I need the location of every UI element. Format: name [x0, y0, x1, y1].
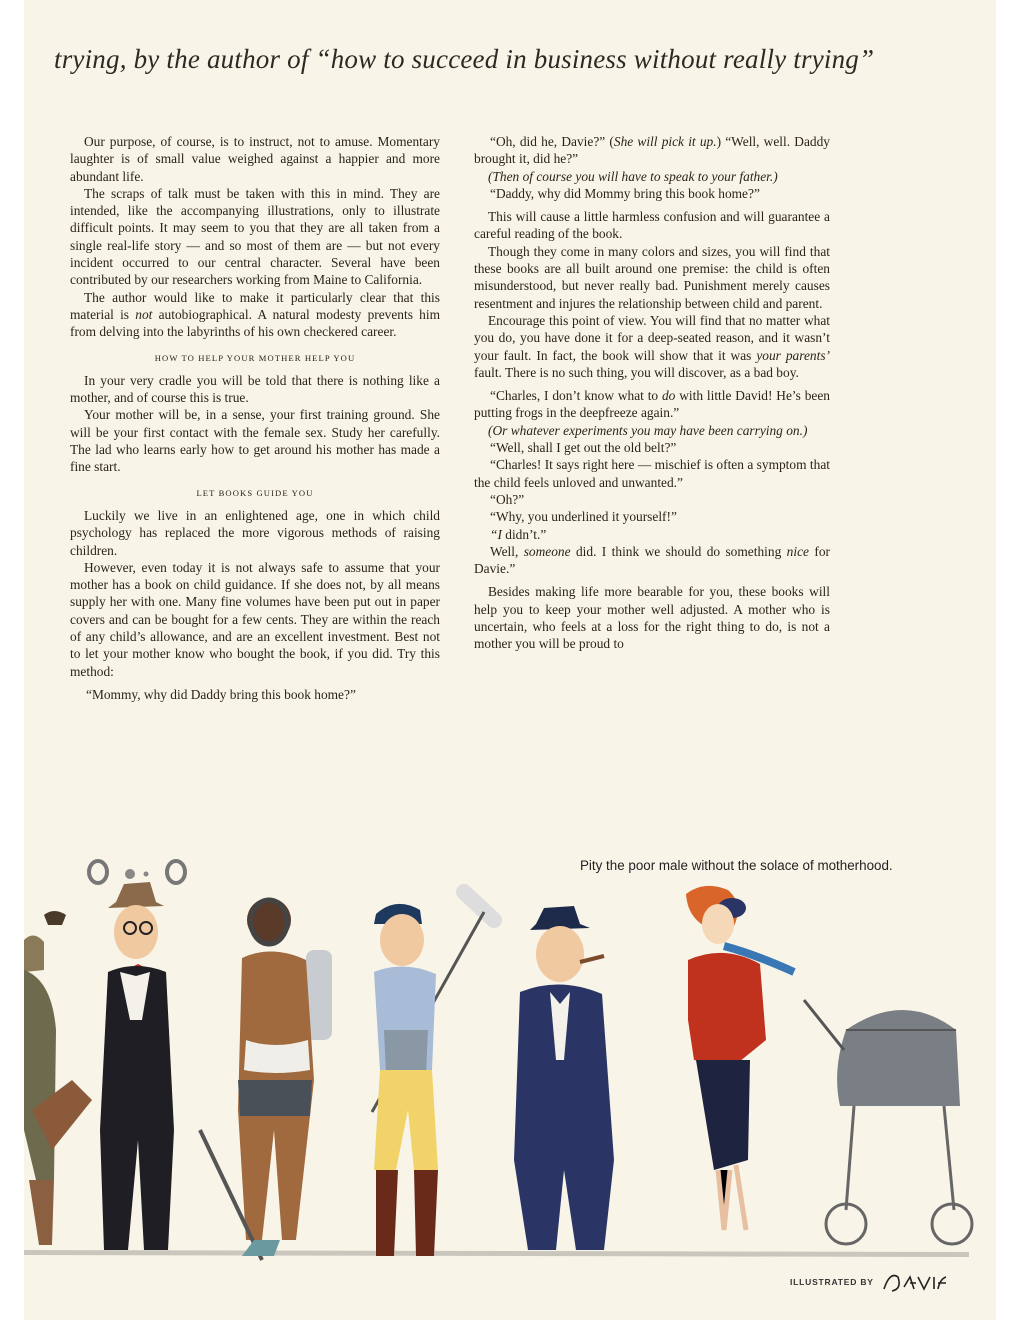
- dialogue-line: “Mommy, why did Daddy bring this book home?”: [86, 686, 356, 702]
- dialogue-line: “Why, you underlined it yourself!”: [490, 509, 677, 525]
- paragraph: Encourage this point of view. You will find that no matter what you do, you have done it for a deep-seated reason, and it wasn’t your fault. In fact, the book will show that it was your parents’ fault. There is no such thing, you will discover, as a bad boy.: [474, 312, 830, 380]
- dialogue-line: “Well, shall I get out the old belt?”: [490, 440, 677, 456]
- headline: trying, by the author of “how to succeed in business without really trying”: [54, 44, 875, 74]
- parade-illustration: [24, 880, 974, 1265]
- paragraph: The scraps of talk must be taken with this in mind. They are intended, like the accompanying illustrations, only to illustrate difficult points. It may seem to you that they are all taken from a single real-life story — and so most of them are — but not every incident occurred to our central character. Several have been contributed by our researchers working from Maine to California.: [70, 185, 440, 288]
- illustration-caption: Pity the poor male without the solace of motherhood.: [580, 858, 893, 873]
- bowtie-man-figure: [100, 882, 174, 1250]
- mother-figure: [686, 886, 794, 1230]
- credit-label: ILLUSTRATED BY: [790, 1277, 874, 1287]
- dialogue-line: “I didn’t.”: [490, 526, 547, 542]
- section-heading: LET BOOKS GUIDE YOU: [196, 487, 314, 498]
- baby-carriage-icon: [804, 1000, 972, 1244]
- dialogue-line: “Oh, did he, Davie?” (She will pick it up.) “Well, well. Daddy brought it, did he?”: [474, 134, 830, 167]
- section-heading: HOW TO HELP YOUR MOTHER HELP YOU: [154, 352, 356, 363]
- dialogue-line: “Daddy, why did Mommy bring this book home?”: [490, 185, 760, 201]
- paragraph: Your mother will be, in a sense, your first training ground. She will be your first contact with the female sex. Study her carefully. The lad who learns early how to get around his mother has made a fine start.: [70, 407, 440, 475]
- paragraph: The author would like to make it particularly clear that this material is not autobiographical. A natural modesty prevents him from delving into the labyrinths of his own checkered career.: [70, 289, 440, 340]
- paragraph: Besides making life more bearable for you, these books will help you to keep your mother well adjusted. A mother who is uncertain, who feels at a loss for the right thing to do, is not a mother you will be proud to: [474, 584, 830, 652]
- paragraph: Luckily we live in an enlightened age, one in which child psychology has replaced the more vigorous methods of raising children.: [70, 507, 440, 558]
- paragraph: Though they come in many colors and sizes, you will find that these books are all built around one premise: the child is often misunderstood, but never really bad. Punishment merely causes resentment and injures the relationship between child and parent.: [474, 243, 830, 311]
- dialogue-line: “Oh?”: [490, 491, 525, 507]
- ground-line: [24, 1250, 969, 1257]
- pipe-icon: [44, 911, 66, 925]
- artist-signature-icon: [880, 1267, 950, 1297]
- dialogue-line: “Charles, I don’t know what to do with little David! He’s been putting frogs in the deepfreeze again.”: [474, 388, 830, 421]
- dialogue-line: Well, someone did. I think we should do something nice for Davie.”: [474, 543, 830, 577]
- right-column: [474, 133, 830, 653]
- pipe-smoker-figure: [24, 911, 92, 1245]
- left-column: [70, 133, 440, 703]
- stage-direction: (Or whatever experiments you may have been carrying on.): [488, 422, 808, 438]
- diver-figure: [200, 898, 332, 1260]
- polo-player-figure: [372, 892, 494, 1256]
- illustration-credit: [790, 1267, 950, 1297]
- paragraph: Our purpose, of course, is to instruct, not to amuse. Momentary laughter is of small value weighed against a happier and more abundant life.: [70, 134, 440, 184]
- paragraph: In your very cradle you will be told that there is nothing like a mother, and of course this is true.: [70, 372, 440, 406]
- paragraph: This will cause a little harmless confusion and will guarantee a careful reading of the book.: [474, 209, 830, 242]
- dialogue-line: “Charles! It says right here — mischief is often a symptom that the child feels unloved and unwanted.”: [474, 457, 830, 490]
- polo-mallet-icon: [464, 892, 494, 920]
- businessman-figure: [514, 906, 614, 1250]
- stage-direction: (Then of course you will have to speak to your father.): [488, 168, 778, 184]
- paragraph: However, even today it is not always safe to assume that your mother has a book on child guidance. If she does not, by all means supply her with one. Many fine volumes have been put out in paper covers and can be bought for a few cents. They are within the reach of any child’s allowance, and are an excellent investment. Best not to let your mother know who bought the book, if you did. Try this method:: [70, 559, 440, 679]
